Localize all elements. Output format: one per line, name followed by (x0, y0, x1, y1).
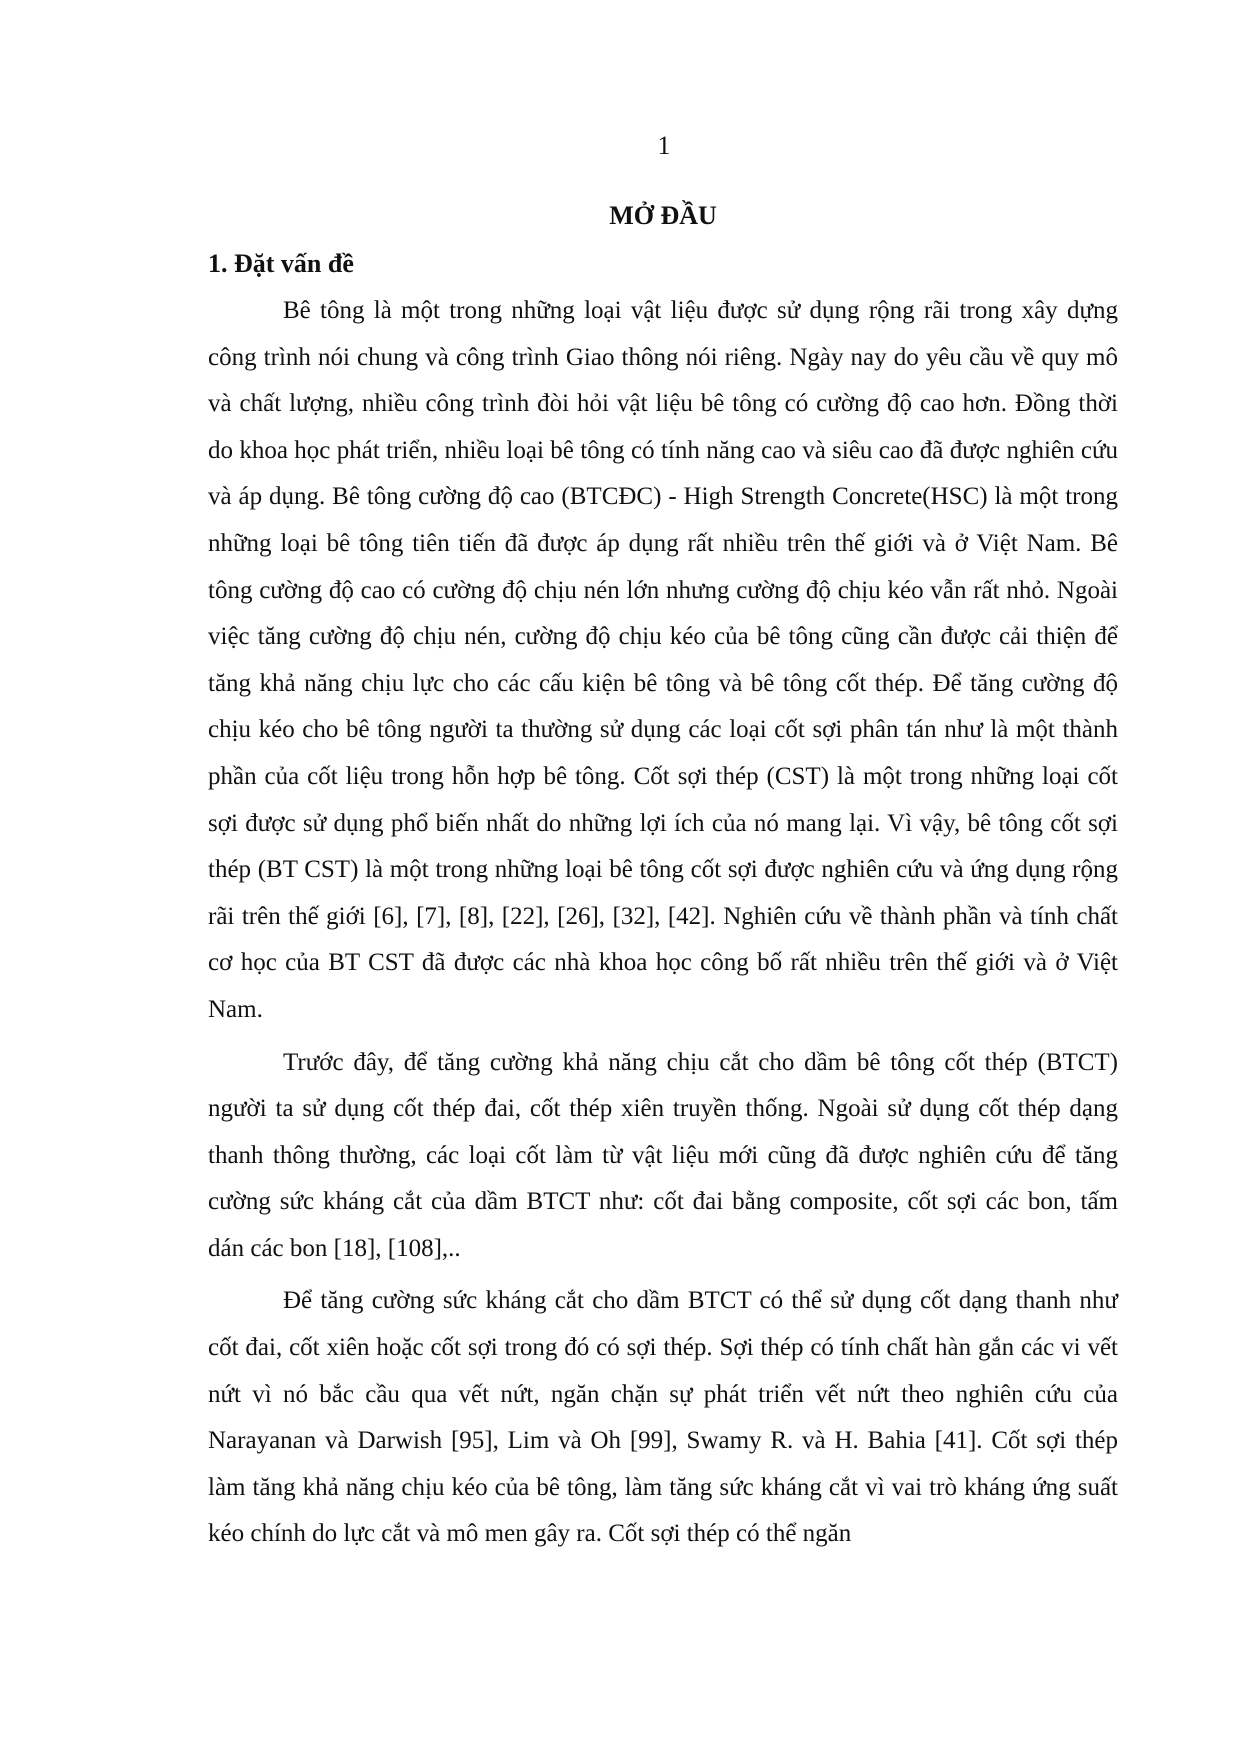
page-content (208, 196, 1118, 1564)
paragraph: Trước đây, để tăng cường khả năng chịu cắt cho dầm bê tông cốt thép (BTCT) người ta sử dụng cốt thép đai, cốt thép xiên truyền thống. Ngoài sử dụng cốt thép dạng thanh thông thường, các loại cốt làm từ vật liệu mới cũng đã được nghiên cứu để tăng cường sức kháng cắt của dầm BTCT như: cốt đai bằng composite, cốt sợi các bon, tấm dán các bon [18], [108],.. (208, 1048, 1118, 1262)
chapter-title: MỞ ĐẦU (609, 201, 717, 230)
paragraph: Để tăng cường sức kháng cắt cho dầm BTCT có thể sử dụng cốt dạng thanh như cốt đai, cốt xiên hoặc cốt sợi trong đó có sợi thép. Sợi thép có tính chất hàn gắn các vi vết nứt vì nó bắc cầu qua vết nứt, ngăn chặn sự phát triển vết nứt theo nghiên cứu của Narayanan và Darwish [95], Lim và Oh [99], Swamy R. và H. Bahia [41]. Cốt sợi thép làm tăng khả năng chịu kéo của bê tông, làm tăng sức kháng cắt vì vai trò kháng ứng suất kéo chính do lực cắt và mô men gây ra. Cốt sợi thép có thể ngăn (208, 1287, 1118, 1548)
page-number: 1 (657, 131, 671, 160)
paragraph: Bê tông là một trong những loại vật liệu được sử dụng rộng rãi trong xây dựng công trình nói chung và công trình Giao thông nói riêng. Ngày nay do yêu cầu về quy mô và chất lượng, nhiều công trình đòi hỏi vật liệu bê tông có cường độ cao hơn. Đồng thời do khoa học phát triển, nhiều loại bê tông có tính năng cao và siêu cao đã được nghiên cứu và áp dụng. Bê tông cường độ cao (BTCĐC) - High Strength Concrete(HSC) là một trong những loại bê tông tiên tiến đã được áp dụng rất nhiều trên thế giới và ở Việt Nam. Bê tông cường độ cao có cường độ chịu nén lớn nhưng cường độ chịu kéo vẫn rất nhỏ. Ngoài việc tăng cường độ chịu nén, cường độ chịu kéo của bê tông cũng cần được cải thiện để tăng khả năng chịu lực cho các cấu kiện bê tông và bê tông cốt thép. Để tăng cường độ chịu kéo cho bê tông người ta thường sử dụng các loại cốt sợi phân tán như là một thành phần của cốt liệu trong hỗn hợp bê tông. Cốt sợi thép (CST) là một trong những loại cốt sợi được sử dụng phổ biến nhất do những lợi ích của nó mang lại. Vì vậy, bê tông cốt sợi thép (BT CST) là một trong những loại bê tông cốt sợi được nghiên cứu và ứng dụng rộng rãi trên thế giới [6], [7], [8], [22], [26], [32], [42]. Nghiên cứu về thành phần và tính chất cơ học của BT CST đã được các nhà khoa học công bố rất nhiều trên thế giới và ở Việt Nam. (208, 297, 1118, 1023)
section-heading: 1. Đặt vấn đề (208, 249, 354, 278)
